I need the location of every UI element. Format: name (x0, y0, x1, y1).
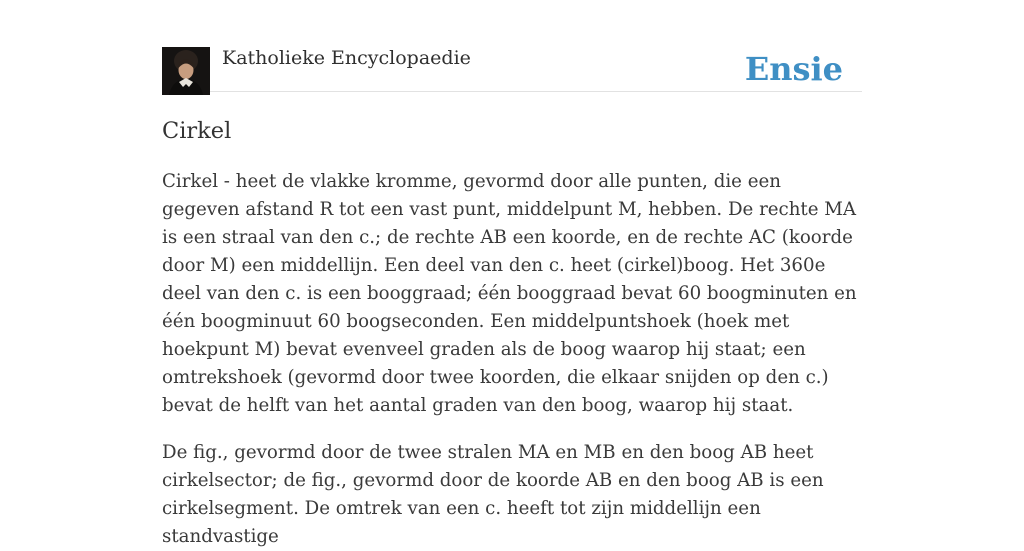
site-title[interactable]: Katholieke Encyclopaedie (222, 47, 471, 69)
article-paragraph: Cirkel - heet de vlakke kromme, gevormd door alle punten, die een gegeven afstand R tot een vast punt, middelpunt M, hebben. De rechte MA is een straal van den c.; de rechte AB een koorde, en de rechte AC (koorde door M) een middellijn. Een deel van den c. heet (cirkel)boog. Het 360e deel van den c. is een booggraad; één booggraad bevat 60 boogminuten en één boogminuut 60 boogseconden. Een middelpuntshoek (hoek met hoekpunt M) bevat evenveel graden als de boog waarop hij staat; een omtrekshoek (gevormd door twee koorden, die elkaar snijden op den c.) bevat de helft van het aantal graden van den boog, waarop hij staat. (162, 171, 857, 416)
portrait-icon (162, 47, 210, 95)
site-header (162, 0, 862, 92)
page-container (162, 0, 862, 547)
ensie-logo[interactable]: Ensie (744, 50, 843, 88)
page-title: Cirkel (162, 118, 232, 144)
avatar[interactable] (162, 47, 210, 95)
article-paragraph: De fig., gevormd door de twee stralen MA en MB en den boog AB heet cirkelsector; de fig., gevormd door de koorde AB en den boog AB is een cirkelsegment. De omtrek van een c. heeft tot zijn middellijn een standvastige (162, 442, 824, 547)
